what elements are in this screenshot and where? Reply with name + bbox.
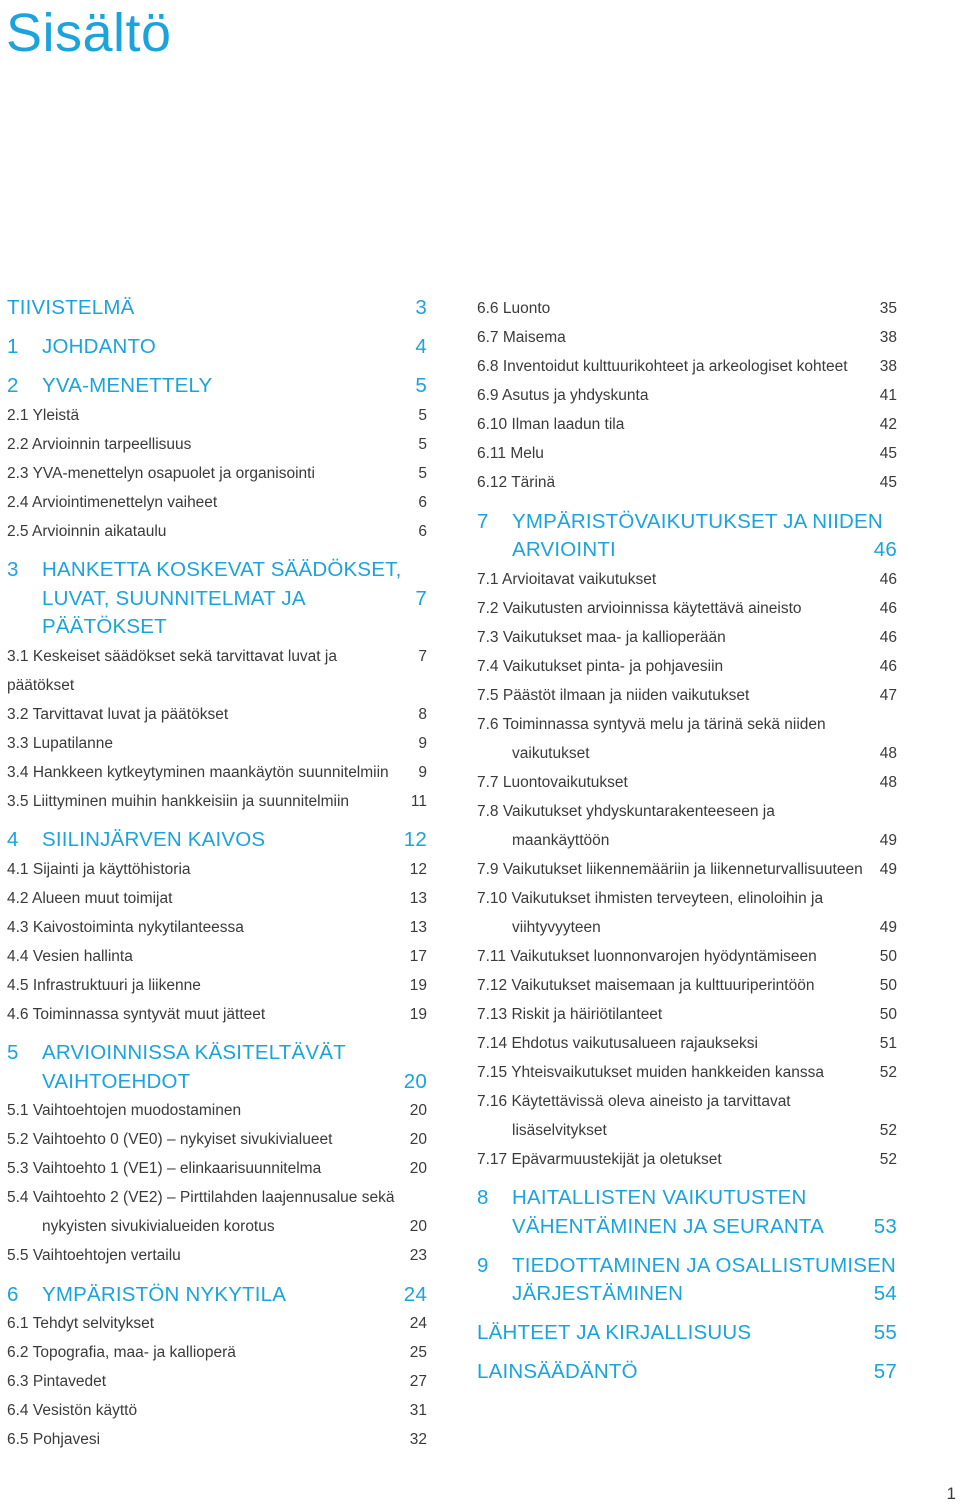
toc-entry-line (7, 855, 427, 884)
toc-heading-line (477, 1213, 897, 1242)
toc-page-number: 23 (409, 1247, 427, 1264)
toc-entry-line (7, 942, 427, 971)
toc-page-number: 7 (418, 647, 427, 665)
toc-entry[interactable] (477, 294, 897, 323)
toc-heading-label: ARVIOINNISSA KÄSITELTÄVÄT (42, 1041, 346, 1064)
toc-entry-line (7, 517, 427, 546)
toc-entry-line (477, 410, 897, 439)
toc-entry-label: 6.11 Melu (477, 445, 544, 462)
toc-page-number: 50 (879, 976, 897, 994)
toc-entry-line (477, 710, 897, 739)
toc-page-number: 53 (873, 1214, 897, 1238)
toc-heading-label: JOHDANTO (42, 335, 156, 358)
toc-heading-line (7, 372, 427, 401)
toc-page-number: 55 (873, 1321, 897, 1344)
toc-entry[interactable] (477, 855, 897, 884)
toc-page-number: 7 (415, 586, 427, 610)
toc-entry-label: 6.4 Vesistön käyttö (7, 1402, 138, 1419)
toc-entry-label: 7.17 Epävarmuustekijät ja oletukset (477, 1150, 722, 1168)
toc-entry[interactable] (7, 430, 427, 459)
toc-entry-line (7, 1338, 427, 1367)
toc-entry-label: 7.6 Toiminnassa syntyvä melu ja tärinä sekä niiden (477, 715, 826, 733)
toc-heading-line (7, 294, 427, 323)
toc-entry-label: 7.3 Vaikutukset maa- ja kallioperään (477, 628, 726, 646)
toc-entry-label: 6.12 Tärinä (477, 474, 556, 491)
toc-entry[interactable] (477, 1029, 897, 1058)
toc-entry[interactable] (477, 681, 897, 710)
toc-entry-label: 7.11 Vaikutukset luonnonvarojen hyödyntämiseen (477, 947, 817, 965)
toc-entry[interactable] (7, 1396, 427, 1425)
toc-page-number: 52 (879, 1063, 897, 1081)
toc-entry-label: 5.1 Vaihtoehtojen muodostaminen (7, 1102, 242, 1119)
page-number: 1 (946, 1484, 956, 1503)
toc-heading-number: 5 (7, 1041, 19, 1064)
toc-heading[interactable] (477, 508, 897, 565)
toc-entry[interactable] (477, 439, 897, 468)
toc-entry-label: 3.1 Keskeiset säädökset sekä tarvittavat luvat ja päätökset (7, 647, 337, 694)
toc-entry[interactable] (7, 1154, 427, 1183)
toc-entry-line (477, 594, 897, 623)
toc-entry-label: 4.5 Infrastruktuuri ja liikenne (7, 976, 201, 994)
toc-page-number: 49 (879, 918, 897, 936)
toc-page-number: 35 (879, 300, 897, 317)
toc-entry-label-continued: nykyisten sivukivialueiden korotus (42, 1218, 275, 1235)
toc-entry[interactable] (477, 652, 897, 681)
toc-heading-label: LAINSÄÄDÄNTÖ (477, 1360, 638, 1383)
toc-heading[interactable] (7, 1281, 427, 1310)
toc-entry-label-continued: maankäyttöön (512, 831, 610, 849)
toc-entry-label: 2.3 YVA-menettelyn osapuolet ja organisointi (7, 464, 315, 482)
toc-entry-label: 5.3 Vaihtoehto 1 (VE1) – elinkaarisuunnitelma (7, 1160, 322, 1177)
toc-entry[interactable] (477, 942, 897, 971)
toc-page-number: 20 (409, 1102, 427, 1119)
toc-heading-line (477, 1358, 897, 1387)
toc-entry[interactable] (7, 1125, 427, 1154)
toc-page-number: 6 (418, 522, 427, 540)
toc-entry-label: 6.10 Ilman laadun tila (477, 416, 625, 433)
toc-entry[interactable] (7, 1309, 427, 1338)
toc-entry[interactable] (477, 768, 897, 797)
toc-entry-line (477, 323, 897, 352)
toc-entry[interactable] (477, 352, 897, 381)
toc-entry-line (477, 1000, 897, 1029)
toc-entry-label: 6.2 Topografia, maa- ja kallioperä (7, 1344, 236, 1361)
toc-entry-line (7, 1367, 427, 1396)
toc-entry[interactable] (7, 642, 427, 700)
toc-heading-line (477, 1319, 897, 1348)
toc-entry-label: 7.7 Luontovaikutukset (477, 773, 628, 791)
toc-entry-line (477, 1116, 897, 1145)
toc-heading-line (477, 536, 897, 565)
toc-entry[interactable] (477, 1087, 897, 1145)
toc-entry-label: 6.3 Pintavedet (7, 1373, 107, 1390)
toc-entry-label: 6.5 Pohjavesi (7, 1431, 101, 1448)
toc-page-number: 5 (418, 464, 427, 482)
toc-page-number: 5 (418, 435, 427, 453)
toc-entry-line (477, 797, 897, 826)
toc-entry[interactable] (7, 729, 427, 758)
toc-heading-label: TIEDOTTAMINEN JA OSALLISTUMISEN (512, 1253, 896, 1277)
toc-heading-line (7, 333, 427, 362)
toc-entry-label: 7.2 Vaikutusten arvioinnissa käytettävä aineisto (477, 599, 802, 617)
toc-entry[interactable] (477, 410, 897, 439)
toc-entry-line (477, 971, 897, 1000)
toc-entry-label-continued: vaikutukset (512, 744, 590, 762)
toc-page-number: 13 (409, 918, 427, 936)
toc-page-number: 49 (879, 860, 897, 878)
toc-entry-label-continued: viihtyvyyteen (512, 918, 601, 936)
toc-entry-line (7, 642, 427, 700)
toc-left-column (7, 294, 427, 1454)
toc-page-number: 20 (409, 1218, 427, 1235)
toc-right-column (477, 294, 897, 1387)
toc-heading-label: YVA-MENETTELY (42, 374, 213, 397)
toc-page-number: 48 (879, 773, 897, 791)
toc-entry-line (7, 1212, 427, 1241)
toc-heading-line (477, 1184, 897, 1213)
toc-entry[interactable] (7, 1425, 427, 1454)
toc-entry-label: 7.16 Käytettävissä oleva aineisto ja tarvittavat (477, 1092, 791, 1110)
toc-page-number: 41 (879, 387, 897, 404)
toc-page-number: 52 (879, 1150, 897, 1168)
toc-entry-label: 7.9 Vaikutukset liikennemääriin ja liikenneturvallisuuteen (477, 860, 863, 878)
toc-entry-label: 6.1 Tehdyt selvitykset (7, 1315, 155, 1332)
toc-entry-line (7, 1125, 427, 1154)
toc-page-number: 46 (879, 570, 897, 588)
toc-page-number: 27 (409, 1373, 427, 1390)
toc-entry-line (477, 913, 897, 942)
toc-page-number: 54 (873, 1282, 897, 1305)
toc-entry[interactable] (7, 1183, 427, 1241)
toc-entry-line (7, 1396, 427, 1425)
toc-entry-line (7, 401, 427, 430)
toc-entry[interactable] (7, 787, 427, 816)
toc-entry-line (7, 1183, 427, 1212)
toc-entry[interactable] (477, 594, 897, 623)
toc-entry-line (477, 768, 897, 797)
toc-entry-line (7, 1309, 427, 1338)
toc-entry[interactable] (477, 710, 897, 768)
toc-entry-label: 7.1 Arvioitavat vaikutukset (477, 570, 657, 588)
toc-entry-label-continued: lisäselvitykset (512, 1121, 607, 1139)
toc-entry[interactable] (7, 517, 427, 546)
toc-entry-line (7, 459, 427, 488)
toc-entry-line (477, 1058, 897, 1087)
toc-entry[interactable] (477, 1000, 897, 1029)
toc-page-number: 51 (879, 1034, 897, 1052)
toc-entry-label: 2.5 Arvioinnin aikataulu (7, 522, 167, 540)
toc-page-number: 13 (409, 889, 427, 907)
toc-heading[interactable] (477, 1252, 897, 1309)
toc-page-number: 24 (409, 1315, 427, 1332)
toc-page-number: 46 (873, 538, 897, 561)
toc-entry-line (7, 913, 427, 942)
toc-heading-number: 3 (7, 558, 19, 581)
toc-page-number: 31 (409, 1402, 427, 1419)
toc-page-number: 9 (418, 763, 427, 781)
toc-heading-line (477, 1252, 897, 1281)
toc-heading[interactable] (7, 372, 427, 401)
toc-page-number: 17 (409, 947, 427, 965)
toc-page-number: 20 (409, 1160, 427, 1177)
toc-entry-label: 7.14 Ehdotus vaikutusalueen rajaukseksi (477, 1034, 758, 1052)
toc-heading-label-continued: VÄHENTÄMINEN JA SEURANTA (512, 1214, 824, 1238)
toc-page-number: 25 (409, 1344, 427, 1361)
toc-heading-label-continued: JÄRJESTÄMINEN (512, 1282, 684, 1305)
toc-heading[interactable] (7, 556, 427, 642)
toc-entry-line (7, 1241, 427, 1270)
toc-entry-line (477, 1029, 897, 1058)
toc-entry[interactable] (7, 1000, 427, 1029)
toc-entry[interactable] (477, 468, 897, 497)
toc-page-number: 45 (879, 474, 897, 491)
toc-page-number: 47 (879, 686, 897, 704)
toc-heading[interactable] (7, 1039, 427, 1096)
toc-entry-line (477, 623, 897, 652)
toc-entry-line (477, 468, 897, 497)
toc-entry-label: 5.2 Vaihtoehto 0 (VE0) – nykyiset sivukivialueet (7, 1131, 333, 1148)
toc-page-number: 32 (409, 1431, 427, 1448)
toc-entry[interactable] (477, 1058, 897, 1087)
toc-page-number: 52 (879, 1121, 897, 1139)
toc-heading-label: LÄHTEET JA KIRJALLISUUS (477, 1321, 752, 1344)
toc-entry[interactable] (7, 459, 427, 488)
toc-entry-line (477, 855, 897, 884)
toc-entry-line (477, 565, 897, 594)
toc-entry[interactable] (7, 884, 427, 913)
toc-heading-line (7, 1039, 427, 1068)
toc-entry-line (477, 652, 897, 681)
toc-entry-line (477, 739, 897, 768)
toc-heading[interactable] (477, 1358, 897, 1387)
toc-page-number: 42 (879, 416, 897, 433)
toc-heading[interactable] (477, 1184, 897, 1241)
toc-heading-label-continued: VAIHTOEHDOT (42, 1069, 191, 1093)
toc-page-number: 19 (409, 1005, 427, 1023)
toc-heading-number: 4 (7, 828, 19, 851)
toc-entry[interactable] (7, 700, 427, 729)
toc-page-number: 48 (879, 744, 897, 762)
toc-entry-line (477, 681, 897, 710)
toc-page-number: 3 (415, 296, 427, 319)
toc-entry[interactable] (477, 323, 897, 352)
toc-entry-line (7, 787, 427, 816)
toc-page-number: 49 (879, 831, 897, 849)
toc-entry-label: 7.8 Vaikutukset yhdyskuntarakenteeseen ja (477, 802, 775, 820)
toc-heading-line (7, 556, 427, 585)
toc-heading-label: HAITALLISTEN VAIKUTUSTEN (512, 1186, 807, 1209)
toc-entry-line (7, 1000, 427, 1029)
toc-entry-line (7, 700, 427, 729)
toc-entry-label: 7.4 Vaikutukset pinta- ja pohjavesiin (477, 657, 724, 675)
toc-entry[interactable] (7, 913, 427, 942)
toc-entry[interactable] (477, 381, 897, 410)
toc-page-number: 46 (879, 628, 897, 646)
toc-heading-label-continued: LUVAT, SUUNNITELMAT JA PÄÄTÖKSET (42, 586, 305, 638)
toc-entry-line (7, 1096, 427, 1125)
toc-entry-line (477, 439, 897, 468)
toc-entry-label: 4.3 Kaivostoiminta nykytilanteessa (7, 918, 244, 936)
toc-entry[interactable] (477, 797, 897, 855)
toc-page-number: 19 (409, 976, 427, 994)
toc-heading-number: 8 (477, 1186, 489, 1209)
toc-page-number: 5 (418, 406, 427, 424)
toc-page-number: 46 (879, 599, 897, 617)
toc-entry-label: 4.4 Vesien hallinta (7, 947, 133, 965)
toc-entry-line (477, 294, 897, 323)
toc-heading-line (7, 1281, 427, 1310)
toc-heading-label-continued: ARVIOINTI (512, 538, 616, 561)
toc-heading-label: SIILINJÄRVEN KAIVOS (42, 828, 266, 851)
toc-heading-number: 1 (7, 335, 19, 358)
toc-heading-line (477, 508, 897, 537)
toc-page-number: 45 (879, 445, 897, 462)
toc-page-number: 4 (415, 335, 427, 358)
toc-entry[interactable] (477, 565, 897, 594)
toc-page-number: 50 (879, 947, 897, 965)
toc-entry-label: 2.2 Arvioinnin tarpeellisuus (7, 435, 192, 453)
toc-heading-line (7, 826, 427, 855)
toc-entry[interactable] (477, 971, 897, 1000)
toc-heading-label: TIIVISTELMÄ (7, 296, 135, 319)
toc-heading-number: 6 (7, 1282, 19, 1306)
toc-entry-label: 3.2 Tarvittavat luvat ja päätökset (7, 705, 229, 723)
toc-entry-line (7, 430, 427, 459)
toc-entry[interactable] (7, 1096, 427, 1125)
toc-entry-label: 7.5 Päästöt ilmaan ja niiden vaikutukset (477, 686, 750, 704)
toc-heading-label: YMPÄRISTÖN NYKYTILA (42, 1282, 287, 1306)
toc-page-number: 38 (879, 329, 897, 346)
toc-entry-label: 6.7 Maisema (477, 329, 566, 346)
toc-entry-line (477, 884, 897, 913)
toc-heading-number: 2 (7, 374, 19, 397)
toc-page-number: 8 (418, 705, 427, 723)
toc-entry[interactable] (7, 488, 427, 517)
toc-page-number: 11 (410, 792, 427, 810)
toc-heading-label: YMPÄRISTÖVAIKUTUKSET JA NIIDEN (512, 509, 883, 533)
toc-entry-line (477, 826, 897, 855)
toc-heading-label: HANKETTA KOSKEVAT SÄÄDÖKSET, (42, 558, 402, 581)
toc-page-number: 5 (415, 374, 427, 397)
toc-page-number: 6 (418, 493, 427, 511)
toc-entry-line (477, 352, 897, 381)
toc-entry[interactable] (477, 1145, 897, 1174)
toc-heading[interactable] (477, 1319, 897, 1348)
toc-entry-line (7, 758, 427, 787)
toc-entry-label: 5.5 Vaihtoehtojen vertailu (7, 1247, 181, 1264)
toc-entry-label: 4.1 Sijainti ja käyttöhistoria (7, 860, 191, 878)
toc-entry-label: 2.4 Arviointimenettelyn vaiheet (7, 493, 218, 511)
toc-entry-label: 7.10 Vaikutukset ihmisten terveyteen, elinoloihin ja (477, 889, 824, 907)
toc-page-number: 20 (403, 1069, 427, 1093)
toc-page-number: 9 (418, 734, 427, 752)
toc-entry-line (7, 884, 427, 913)
toc-entry-label: 3.3 Lupatilanne (7, 734, 114, 752)
toc-entry-label: 3.5 Liittyminen muihin hankkeisiin ja suunnitelmiin (7, 792, 350, 810)
toc-entry-line (7, 729, 427, 758)
toc-entry-line (7, 1425, 427, 1454)
toc-entry[interactable] (477, 623, 897, 652)
toc-heading[interactable] (7, 826, 427, 855)
toc-page-number: 24 (403, 1282, 427, 1306)
toc-entry-line (477, 1145, 897, 1174)
toc-entry[interactable] (7, 1367, 427, 1396)
toc-page-number: 46 (879, 657, 897, 675)
toc-entry[interactable] (7, 1338, 427, 1367)
toc-entry-label: 7.12 Vaikutukset maisemaan ja kulttuuriperintöön (477, 976, 815, 994)
toc-entry[interactable] (7, 1241, 427, 1270)
toc-entry[interactable] (7, 758, 427, 787)
toc-entry-label: 4.6 Toiminnassa syntyvät muut jätteet (7, 1005, 266, 1023)
toc-heading-line (477, 1280, 897, 1309)
toc-entry-line (477, 942, 897, 971)
toc-heading[interactable] (7, 294, 427, 323)
toc-page-number: 12 (409, 860, 427, 878)
toc-entry[interactable] (7, 971, 427, 1000)
toc-entry[interactable] (7, 942, 427, 971)
toc-entry-label: 7.13 Riskit ja häiriötilanteet (477, 1005, 663, 1023)
toc-entry-label: 2.1 Yleistä (7, 406, 80, 424)
toc-heading-number: 7 (477, 509, 489, 533)
toc-entry[interactable] (477, 884, 897, 942)
toc-page-number: 20 (409, 1131, 427, 1148)
toc-entry-label: 4.2 Alueen muut toimijat (7, 889, 173, 907)
toc-entry-label: 7.15 Yhteisvaikutukset muiden hankkeiden kanssa (477, 1063, 824, 1081)
toc-page-number: 57 (873, 1360, 897, 1383)
toc-entry-line (7, 488, 427, 517)
toc-entry-line (477, 381, 897, 410)
toc-page-number: 12 (403, 828, 427, 851)
toc-entry-label: 6.9 Asutus ja yhdyskunta (477, 387, 649, 404)
toc-page-number: 38 (879, 358, 897, 375)
toc-entry-line (7, 1154, 427, 1183)
toc-heading[interactable] (7, 333, 427, 362)
toc-heading-line (7, 585, 427, 642)
toc-entry-label: 6.8 Inventoidut kulttuurikohteet ja arkeologiset kohteet (477, 358, 848, 375)
toc-entry-label: 6.6 Luonto (477, 300, 551, 317)
toc-entry[interactable] (7, 855, 427, 884)
toc-entry-label: 5.4 Vaihtoehto 2 (VE2) – Pirttilahden laajennusalue sekä (7, 1189, 395, 1206)
toc-entry-label: 3.4 Hankkeen kytkeytyminen maankäytön suunnitelmiin (7, 763, 389, 781)
toc-heading-line (7, 1068, 427, 1097)
toc-entry-line (7, 971, 427, 1000)
toc-page-number: 50 (879, 1005, 897, 1023)
toc-heading-number: 9 (477, 1253, 489, 1277)
toc-entry[interactable] (7, 401, 427, 430)
toc-entry-line (477, 1087, 897, 1116)
page-title: Sisältö (6, 3, 172, 63)
